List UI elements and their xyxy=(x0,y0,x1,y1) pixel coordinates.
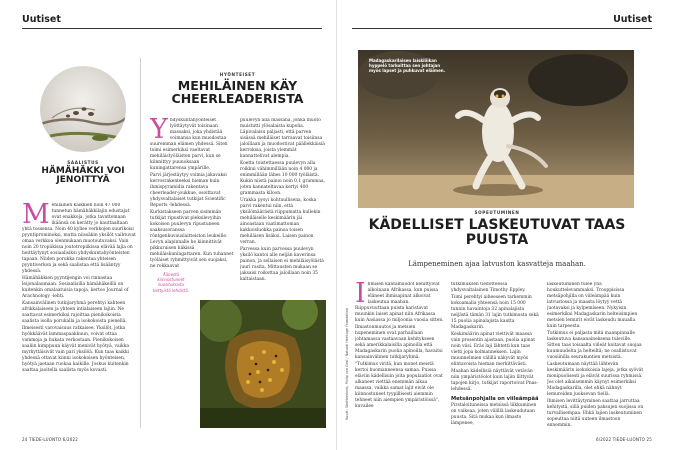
section-rule xyxy=(352,28,652,29)
bees-caption: Äänestä kiinnostuneet suosituksista tiettyistä lehdistä. xyxy=(152,272,190,293)
spider-kicker: SAALISTUS xyxy=(67,160,99,165)
lemur-paragraph: "Tutkimus viritä, kun monet meistä kertoi huomanneensa samaa. Puissa eläviin kädellisiin joita populaatiot ovat alkaneet viettää enemmän aikaa maassa, vaikka samat lajit eivät ole kiinnostuneet tyypillisesti aiemmin tehneet niin aiempien ympäristöissä", kuvailee xyxy=(355,362,443,409)
lemur-kicker: SOPEUTUMINEN xyxy=(474,210,520,215)
lemur-caption: Madagaskarilaisen laiskiliikan hyppelö tarkoittaa sen johtajan myös lapset ja puhkuvat eläimen. xyxy=(369,58,446,74)
bees-paragraph: hdyskuntahyönteiset lyöttäytyvät toisinaan massaksi, joka yhdistää voimansa kun muodostaa suuremman elämen yhdessä. Siten toimi esimerkiksi vaeltavat mehiläistyöläisten parvi, kun se kiinnittyy puunoksaan kuningattarensa ympärille. xyxy=(150,118,228,171)
bees-paragraph: Urakka pysyi kohtuullisena, koska parvi rakentui niin, että yksilömäärästä riippumatta kullekin mehiläiselle keskimäärin jäi ainoastaan vaatimattoman kakkoisluokka painoa toisen mehiläisen lisäksi. Laisen painon verran. xyxy=(240,198,321,245)
spider-paragraph: Ilmeisesti varovaisuus ratkaisee. Yksilöt, jotka hyökkäävät lammaspaakkuun, voivat ottaa vammoja ja hukata verkostaan. Pienikokoisen saaliin kimppuun käyvät menivät hyötyä, vaikka myrkyttäisivät vain pari yksilöä. Kun taas kaikki yhdessä ottavat kiinni isokokoisen hyönteisen, hyötyä jaetaan ruokaa kaikille. Joskus kuitenkin saattaa jaoitella saalista myös kovasti. xyxy=(22,326,129,373)
bees-headline: MEHILÄINEN KÄY CHEERLEADERISTA xyxy=(171,78,304,107)
bee-swarm-photo xyxy=(200,300,326,428)
lemur-paragraph: Laskeutumaan näyttää lähtevän keskimäärin isokokoisia lajeja, jotka syövät monipuolisesti ja elävät suurissa ryhmissä. Jos olet aikaisemmin käynyt esimerkiksi Madagaskarilla, olet ehkä nähnyt lemureiden juoksevan tiellä. xyxy=(547,362,644,397)
bees-paragraph: Parvessa kuin parvessa puulevyn yksilö kantoi alle neljän kaverinsa painon, ja sellaisen ei mehiläisyölästä juuri rasita. Mittausten mukaan se jaksaisi roikottaa jaloillaan noin 35 kaltaistaan. xyxy=(240,247,324,282)
spider-paragraph: Kansainvälinen tutkijaryhmä perehtyi kahteen afrikkalaiseen ja yhteen intialaiseen lajiin. Ne saattavat esimerkiksi rajoittaa pienikokoista saalista isolla porukalla ja isokokoista pienellä. xyxy=(22,301,127,324)
lemur-paragraph: laskeutuminen tulee yhä houkuttelevammaksi. Trooppisissa metsäpohjilla on viileämpää kuin latvustossa ja maasta löytyy vettä juotavaksi ja kylpemiseen. Nykyisin esimerkiksi Madagaskarin helteisimpien metsien lemurit eivät laskeudu muualla kuin tarpeesta. xyxy=(547,282,638,329)
page-footer: 6/2022 TIEDE-LUONTO 25 xyxy=(596,437,652,442)
bees-dropcap: Y xyxy=(150,118,168,145)
section-label: Uutiset xyxy=(613,14,652,25)
lemur-paragraph: Ihmisen levittäytyminen saattaa jarruttaa kehitystä, sillä puiden paksujen suojissa on turvallisempaa. Ehkä lajien laskeutuminen sopeuttaa niitä uuteen ilmastoon ennemmin. xyxy=(547,399,644,428)
spider-paragraph: Hämähäkkien pyyntijengin voi rinnastaa leijonalaumaan. Sosiaalisilla hämähäkeillä on kuitenkin omalaatuisia tapoja, kertoo Journal of Arachnology -lehti. xyxy=(22,276,129,299)
lemur-paragraph: tutkimuksen tiedotteessa yhdysvaltalainen Timothy Eppley. xyxy=(451,282,526,293)
lemur-paragraph: Keskimäärin apinat viettivät maassa vain prosentin ajastaan, puolia apinat noin viisi. Eräs laji lähtetti kun taas vietti jopa kolmanneksen. Lajin muunnelmien välillä näkyvät myös elintavoista hieman merkittävästi. xyxy=(451,332,535,367)
section-rule xyxy=(22,28,322,29)
lemur-column-1 xyxy=(355,282,445,432)
lemur-paragraph: Tiimi perehtyi aiheeseen tarkemmin kokoamalla yhteensä noin 15 000 tunnin havaintoja 32 apinalajista neljästä tämän 31 lajin tutkimusta sekä 15 puolia apinalajista kautta Madagaskarin. xyxy=(451,295,539,330)
lemur-column-3 xyxy=(547,282,645,432)
spider-paragraph: ehiläinen kaikkien noin 47 000 tunnetun hämähäkkilajin edustajat ovat enakkoja, jotka tavattomaan ikäänsä on kerätty jo kauttaaltaan yhtä tossensa. Noin 40 kyllee verkkojen suurikoisi pyyntiprominoksi, mutta niissäkin yksilöt vaihtuvat omaa verkkoa olenmukaan muotoutuvaksi. Vain noin 20 tropiikissa joutotropiikissa elävää lajia on heittäytynyt sosiaalisiksi yhdyskuntahyönteisten tapaan. Niiden porukka rakentaa yhteisen pyyntiverkon ja sekä saalistaa että lisääntyy yhdessä. xyxy=(22,203,136,274)
page-footer: 24 TIEDE-LUONTO 6/2022 xyxy=(22,437,78,442)
column-divider xyxy=(140,58,141,428)
bees-paragraph: Koetta toistettaessa puulevyn alla roikkui vähimmillään noin 4 000 ja enimmillään lähes 10 000 työläistä. Kukin niistä painoi noin 0,1 grammaa, joten kannateltavaa kertyi 400 grammasta kiloon. xyxy=(240,161,326,196)
bees-paragraph: puulevyn alla massana, jonka muoto muistutti ylösalaista kupolia. Läpivalaisu paljasti, että parven sisässä mehiläiset tarraavat toisiinsa jaloillaan ja muodostivat päällekkäisiä kerroksia, joista ylemmät kannattelivat alempia. xyxy=(240,118,325,159)
lemur-dropcap: I xyxy=(355,282,366,309)
lemur-subhead: Metsänpohjalla on viileämpää xyxy=(451,396,539,402)
lemur-photo xyxy=(358,50,634,208)
right-page xyxy=(337,0,674,450)
bees-paragraph: Kurkistakseen parven sisimmän tutkijat ripustivat pleksilevyihin kokoisen puulevyn ripustuneen saaksusoranssa röntgenkuvauslaitteiston leukeille. Levyn alapinnalle he kiinnittivät pikkuruisen häkissä mehiläiskuningattaren. Kun tuhannet työläiset ryhmittyivät sen suojaksi, ne rokkaavat xyxy=(150,210,234,269)
lemur-paragraph: Maahan kädellisiä näyttävät vetävän niin ympäristöolot kuin lajiin liittyvät tapojen kirjo, tutkijat raportoivat Pnas-lehdessä. xyxy=(451,369,539,392)
spider-dropcap: M xyxy=(22,203,50,230)
bees-column-2 xyxy=(240,118,326,298)
lemur-paragraph: Ilmastonmuutos ja metsien hupeneminen ovat parhaillaan johtamassa vastaavaan kehitykseen sekä amerikkalaisilla apinoilla että Madagaskarin puolia apinoilla, havaitsi kansainvälinen tutkijaryhmä. xyxy=(355,325,443,360)
section-label: Uutiset xyxy=(22,14,61,25)
bees-paragraph: Parvi järjestäytyy voimia jakavaksi kerrosrakenteeksi hieman kuin ihmispyramidia rakentava cheerleader-joukkue, osoittavat yhdysvaltalaiset tutkijat Scientific Reports -lehdessä. xyxy=(150,173,227,208)
lemur-paragraph: Pirstaloituneissa metsissä liikkuminen on vaikeaa, joten välillä laskeudutaan puusta. Sitä mukaa kun ilmasto lämpenee, xyxy=(451,403,537,426)
lemur-column-2 xyxy=(451,282,541,432)
lemur-paragraph: hmisen kantamuodot kehittyivät alkoinaan Afrikassa, kun puissa eläneet ihmisapinat alkoivat laskeutua maahan. Riippuvuuttaan puista karistavat muunkin laiset apinat niin Afrikassa kuin Aasiassa jo miljoonia vuosia sitten. xyxy=(355,282,444,323)
photo-credit: Kuvat: Shutterstock, Philip von Graf / Natural Heritage Foundation xyxy=(345,308,349,420)
spider-body xyxy=(22,203,136,429)
lemur-deck: Lämpeneminen ajaa latvuston kasvatteja maahan. xyxy=(408,260,586,268)
bees-column-1 xyxy=(150,118,234,278)
spider-headline: HÄMÄHÄKKI VOI JENOITTYÄ xyxy=(41,166,125,186)
spider-photo xyxy=(40,66,126,152)
lemur-paragraph: Tutkimus ei paljasta mitä maanpinnalle laskeutuva kansanaineksena tuleville. Sitten taas toisaalta viileät koitavat suojaa kuumuudelta ja helteiltä; ne osallistuvat vuosiinilla seurakuntien metsistä. xyxy=(547,331,642,360)
bees-kicker: HYÖNTEISET xyxy=(219,72,256,77)
lemur-headline: KÄDELLISET LASKEUTUVAT TAAS PUUSTA xyxy=(368,217,626,248)
